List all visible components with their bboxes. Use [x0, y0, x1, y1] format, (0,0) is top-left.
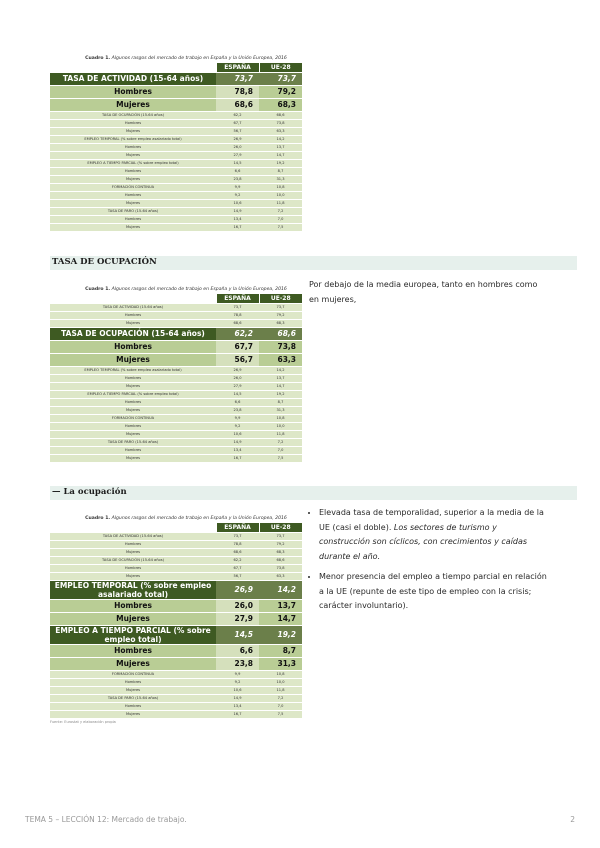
- table-row: [50, 694, 302, 702]
- table-header-row: [50, 63, 302, 73]
- value-eu: 7,5: [259, 710, 302, 718]
- value-eu: 31,3: [259, 657, 302, 670]
- bullet-temporality: • Elevada tasa de temporalidad, superior a la media de la UE (casi el doble). Los sectores de turismo y construcción son cíclicos, con crecimientos y caídas durante el año.: [319, 506, 549, 564]
- table-row: [50, 657, 302, 670]
- value-spain: 26,9: [216, 135, 259, 143]
- row-label: Mujeres: [50, 612, 216, 625]
- table-row: [50, 670, 302, 678]
- value-spain: 78,8: [216, 85, 259, 98]
- value-spain: 26,0: [216, 143, 259, 151]
- data-table: [50, 523, 302, 719]
- employment-bullets: [309, 506, 549, 620]
- table-row: [50, 702, 302, 710]
- value-eu: 11,8: [259, 199, 302, 207]
- table-header-row: [50, 294, 302, 304]
- row-label: EMPLEO A TIEMPO PARCIAL (% sobre empleo total): [50, 390, 216, 398]
- col-eu: UE-28: [259, 294, 302, 304]
- value-spain: 27,9: [216, 612, 259, 625]
- table-row: [50, 215, 302, 223]
- table-row: [50, 599, 302, 612]
- row-label: Mujeres: [50, 98, 216, 111]
- row-label: TASA DE ACTIVIDAD (15-64 años): [50, 303, 216, 311]
- value-spain: 62,2: [216, 111, 259, 119]
- value-eu: 68,6: [259, 556, 302, 564]
- value-eu: 14,7: [259, 151, 302, 159]
- row-label: Hombres: [50, 374, 216, 382]
- value-spain: 78,8: [216, 540, 259, 548]
- row-label: EMPLEO TEMPORAL (% sobre empleo asalariado total): [50, 366, 216, 374]
- row-label: Mujeres: [50, 382, 216, 390]
- value-eu: 13,7: [259, 143, 302, 151]
- value-eu: 73,7: [259, 303, 302, 311]
- row-label: EMPLEO TEMPORAL (% sobre empleo asalariado total): [50, 135, 216, 143]
- occupation-paragraph: Por debajo de la media europea, tanto en hombres como en mujeres,: [309, 280, 538, 304]
- value-spain: 10,6: [216, 430, 259, 438]
- row-label: Hombres: [50, 167, 216, 175]
- row-label: Hombres: [50, 446, 216, 454]
- row-label: Mujeres: [50, 710, 216, 718]
- col-spain: ESPAÑA: [216, 294, 259, 304]
- table-row: [50, 580, 302, 599]
- col-spain: ESPAÑA: [216, 523, 259, 533]
- value-eu: 19,2: [259, 625, 302, 644]
- value-eu: 79,2: [259, 311, 302, 319]
- value-eu: 11,8: [259, 430, 302, 438]
- table-row: [50, 390, 302, 398]
- value-spain: 62,2: [216, 556, 259, 564]
- row-label: Hombres: [50, 398, 216, 406]
- value-spain: 26,9: [216, 580, 259, 599]
- row-label: TASA DE OCUPACIÓN (15-64 años): [50, 556, 216, 564]
- bullet-part-time: • Menor presencia del empleo a tiempo parcial en relación a la UE (repunte de este tipo de empleo con la crisis; carácter involuntario).: [319, 570, 549, 614]
- row-label: Mujeres: [50, 127, 216, 135]
- value-spain: 9,2: [216, 678, 259, 686]
- value-spain: 56,7: [216, 353, 259, 366]
- table-row: [50, 159, 302, 167]
- table-row: [50, 85, 302, 98]
- table-row: [50, 72, 302, 85]
- value-eu: 68,3: [259, 319, 302, 327]
- section-title: — La ocupación: [52, 487, 127, 497]
- row-label: Mujeres: [50, 151, 216, 159]
- value-eu: 10,8: [259, 183, 302, 191]
- value-eu: 73,8: [259, 119, 302, 127]
- row-label: Mujeres: [50, 548, 216, 556]
- value-eu: 68,3: [259, 548, 302, 556]
- table-row: [50, 382, 302, 390]
- table-row: [50, 446, 302, 454]
- value-eu: 63,3: [259, 353, 302, 366]
- value-spain: 67,7: [216, 564, 259, 572]
- table-row: [50, 556, 302, 564]
- col-eu: UE-28: [259, 523, 302, 533]
- value-eu: 8,7: [259, 167, 302, 175]
- value-spain: 14,5: [216, 625, 259, 644]
- value-eu: 68,6: [259, 111, 302, 119]
- row-label: TASA DE ACTIVIDAD (15-64 años): [50, 72, 216, 85]
- table-row: [50, 710, 302, 718]
- section-header-la-ocupacion: [50, 486, 577, 500]
- table-row: [50, 151, 302, 159]
- value-spain: 27,9: [216, 382, 259, 390]
- row-label: Mujeres: [50, 406, 216, 414]
- table-row: [50, 625, 302, 644]
- table-row: [50, 207, 302, 215]
- row-label: Hombres: [50, 340, 216, 353]
- row-label: Hombres: [50, 644, 216, 657]
- value-eu: 10,0: [259, 191, 302, 199]
- table-row: [50, 532, 302, 540]
- value-spain: 62,2: [216, 327, 259, 340]
- row-label: FORMACIÓN CONTINUA: [50, 414, 216, 422]
- value-eu: 73,8: [259, 340, 302, 353]
- value-spain: 27,9: [216, 151, 259, 159]
- value-spain: 26,9: [216, 366, 259, 374]
- table-caption: Cuadro 1. Algunos rasgos del mercado de trabajo en España y la Unión Europea, 2016: [85, 516, 287, 521]
- row-label: TASA DE OCUPACIÓN (15-64 años): [50, 111, 216, 119]
- table-row: [50, 119, 302, 127]
- value-spain: 9,9: [216, 670, 259, 678]
- value-spain: 68,6: [216, 319, 259, 327]
- row-label: Hombres: [50, 119, 216, 127]
- value-eu: 13,7: [259, 599, 302, 612]
- table-row: [50, 612, 302, 625]
- table-row: [50, 127, 302, 135]
- row-label: Hombres: [50, 311, 216, 319]
- value-spain: 26,0: [216, 599, 259, 612]
- value-eu: 73,8: [259, 564, 302, 572]
- value-spain: 13,4: [216, 702, 259, 710]
- value-spain: 56,7: [216, 572, 259, 580]
- value-eu: 7,2: [259, 438, 302, 446]
- row-label: Mujeres: [50, 199, 216, 207]
- row-label: Mujeres: [50, 430, 216, 438]
- value-spain: 6,6: [216, 167, 259, 175]
- value-spain: 23,8: [216, 657, 259, 670]
- col-eu: UE-28: [259, 63, 302, 73]
- row-label: Hombres: [50, 143, 216, 151]
- row-label: Hombres: [50, 702, 216, 710]
- row-label: FORMACIÓN CONTINUA: [50, 670, 216, 678]
- value-spain: 56,7: [216, 127, 259, 135]
- value-eu: 19,2: [259, 390, 302, 398]
- table-row: [50, 311, 302, 319]
- row-label: Mujeres: [50, 454, 216, 462]
- row-label: EMPLEO TEMPORAL (% sobre empleo asalariado total): [50, 580, 216, 599]
- row-label: TASA DE PARO (15-64 años): [50, 694, 216, 702]
- value-spain: 13,4: [216, 446, 259, 454]
- value-spain: 10,6: [216, 686, 259, 694]
- data-table: [50, 294, 302, 463]
- row-label: EMPLEO A TIEMPO PARCIAL (% sobre empleo total): [50, 159, 216, 167]
- value-eu: 31,3: [259, 406, 302, 414]
- value-spain: 16,7: [216, 710, 259, 718]
- value-spain: 14,5: [216, 159, 259, 167]
- row-label: TASA DE ACTIVIDAD (15-64 años): [50, 532, 216, 540]
- table-row: [50, 564, 302, 572]
- value-spain: 9,9: [216, 183, 259, 191]
- figure-activity-table: [50, 56, 302, 232]
- value-eu: 14,7: [259, 382, 302, 390]
- value-eu: 10,8: [259, 414, 302, 422]
- value-spain: 78,8: [216, 311, 259, 319]
- value-spain: 16,7: [216, 454, 259, 462]
- table-row: [50, 406, 302, 414]
- value-spain: 67,7: [216, 340, 259, 353]
- row-label: Mujeres: [50, 175, 216, 183]
- row-label: TASA DE PARO (15-64 años): [50, 207, 216, 215]
- table-row: [50, 183, 302, 191]
- row-label: Hombres: [50, 215, 216, 223]
- table-row: [50, 572, 302, 580]
- figure-occupation-table: [50, 287, 302, 463]
- table-row: [50, 686, 302, 694]
- value-eu: 14,2: [259, 366, 302, 374]
- value-eu: 10,0: [259, 678, 302, 686]
- row-label: Mujeres: [50, 353, 216, 366]
- value-eu: 11,8: [259, 686, 302, 694]
- value-spain: 67,7: [216, 119, 259, 127]
- value-eu: 7,5: [259, 223, 302, 231]
- table-row: [50, 175, 302, 183]
- row-label: Hombres: [50, 540, 216, 548]
- value-spain: 9,9: [216, 414, 259, 422]
- table-row: [50, 438, 302, 446]
- value-eu: 63,3: [259, 127, 302, 135]
- value-spain: 73,7: [216, 303, 259, 311]
- value-spain: 68,6: [216, 548, 259, 556]
- value-eu: 14,7: [259, 612, 302, 625]
- table-row: [50, 398, 302, 406]
- value-spain: 73,7: [216, 532, 259, 540]
- value-spain: 73,7: [216, 72, 259, 85]
- value-eu: 79,2: [259, 540, 302, 548]
- value-spain: 14,9: [216, 694, 259, 702]
- table-row: [50, 430, 302, 438]
- row-label: Mujeres: [50, 572, 216, 580]
- row-label: Hombres: [50, 85, 216, 98]
- table-caption: Cuadro 1. Algunos rasgos del mercado de trabajo en España y la Unión Europea, 2016: [85, 287, 287, 292]
- value-eu: 14,2: [259, 580, 302, 599]
- table-row: [50, 366, 302, 374]
- table-row: [50, 135, 302, 143]
- section-title: TASA DE OCUPACIÓN: [52, 257, 157, 267]
- value-eu: 19,2: [259, 159, 302, 167]
- table-row: [50, 143, 302, 151]
- data-table: [50, 63, 302, 232]
- table-row: [50, 678, 302, 686]
- table-row: [50, 422, 302, 430]
- value-eu: 14,2: [259, 135, 302, 143]
- col-spain: ESPAÑA: [216, 63, 259, 73]
- value-eu: 7,0: [259, 446, 302, 454]
- table-row: [50, 223, 302, 231]
- table-row: [50, 414, 302, 422]
- table-row: [50, 98, 302, 111]
- table-row: [50, 340, 302, 353]
- footer-lesson: TEMA 5 – LECCIÓN 12: Mercado de trabajo.: [25, 815, 187, 824]
- row-label: Mujeres: [50, 657, 216, 670]
- table-row: [50, 303, 302, 311]
- row-label: TASA DE OCUPACIÓN (15-64 años): [50, 327, 216, 340]
- value-eu: 8,7: [259, 398, 302, 406]
- row-label: EMPLEO A TIEMPO PARCIAL (% sobre empleo total): [50, 625, 216, 644]
- value-spain: 14,5: [216, 390, 259, 398]
- value-spain: 6,6: [216, 398, 259, 406]
- table-row: [50, 454, 302, 462]
- value-eu: 10,0: [259, 422, 302, 430]
- value-eu: 7,0: [259, 702, 302, 710]
- table-row: [50, 374, 302, 382]
- table-row: [50, 199, 302, 207]
- value-eu: 7,0: [259, 215, 302, 223]
- row-label: Hombres: [50, 599, 216, 612]
- table-row: [50, 540, 302, 548]
- table-row: [50, 111, 302, 119]
- table-row: [50, 319, 302, 327]
- row-label: Mujeres: [50, 223, 216, 231]
- value-eu: 31,3: [259, 175, 302, 183]
- value-eu: 13,7: [259, 374, 302, 382]
- table-row: [50, 353, 302, 366]
- row-label: Hombres: [50, 564, 216, 572]
- row-label: FORMACIÓN CONTINUA: [50, 183, 216, 191]
- value-spain: 14,9: [216, 438, 259, 446]
- value-spain: 16,7: [216, 223, 259, 231]
- value-spain: 13,4: [216, 215, 259, 223]
- row-label: Mujeres: [50, 319, 216, 327]
- value-spain: 10,6: [216, 199, 259, 207]
- value-spain: 68,6: [216, 98, 259, 111]
- value-eu: 10,8: [259, 670, 302, 678]
- table-row: [50, 548, 302, 556]
- value-eu: 63,3: [259, 572, 302, 580]
- row-label: TASA DE PARO (15-64 años): [50, 438, 216, 446]
- figure-employment-table: [50, 516, 302, 724]
- row-label: Mujeres: [50, 686, 216, 694]
- value-eu: 7,2: [259, 207, 302, 215]
- table-caption: Cuadro 1. Algunos rasgos del mercado de trabajo en España y la Unión Europea, 2016: [85, 56, 287, 61]
- table-row: [50, 327, 302, 340]
- value-spain: 23,8: [216, 175, 259, 183]
- value-spain: 26,0: [216, 374, 259, 382]
- row-label: Hombres: [50, 191, 216, 199]
- value-spain: 23,8: [216, 406, 259, 414]
- value-spain: 9,2: [216, 191, 259, 199]
- value-eu: 73,7: [259, 72, 302, 85]
- value-eu: 73,7: [259, 532, 302, 540]
- footer-page-number: 2: [570, 815, 575, 824]
- table-row: [50, 644, 302, 657]
- value-eu: 7,5: [259, 454, 302, 462]
- value-eu: 68,6: [259, 327, 302, 340]
- table-row: [50, 167, 302, 175]
- value-eu: 8,7: [259, 644, 302, 657]
- value-eu: 7,2: [259, 694, 302, 702]
- row-label: Hombres: [50, 422, 216, 430]
- table-header-row: [50, 523, 302, 533]
- value-spain: 9,2: [216, 422, 259, 430]
- section-header-ocupacion: [50, 256, 577, 270]
- value-eu: 79,2: [259, 85, 302, 98]
- table-source: Fuente: Eurostat y elaboración propia: [50, 719, 116, 724]
- table-row: [50, 191, 302, 199]
- row-label: Hombres: [50, 678, 216, 686]
- value-eu: 68,3: [259, 98, 302, 111]
- value-spain: 14,9: [216, 207, 259, 215]
- value-spain: 6,6: [216, 644, 259, 657]
